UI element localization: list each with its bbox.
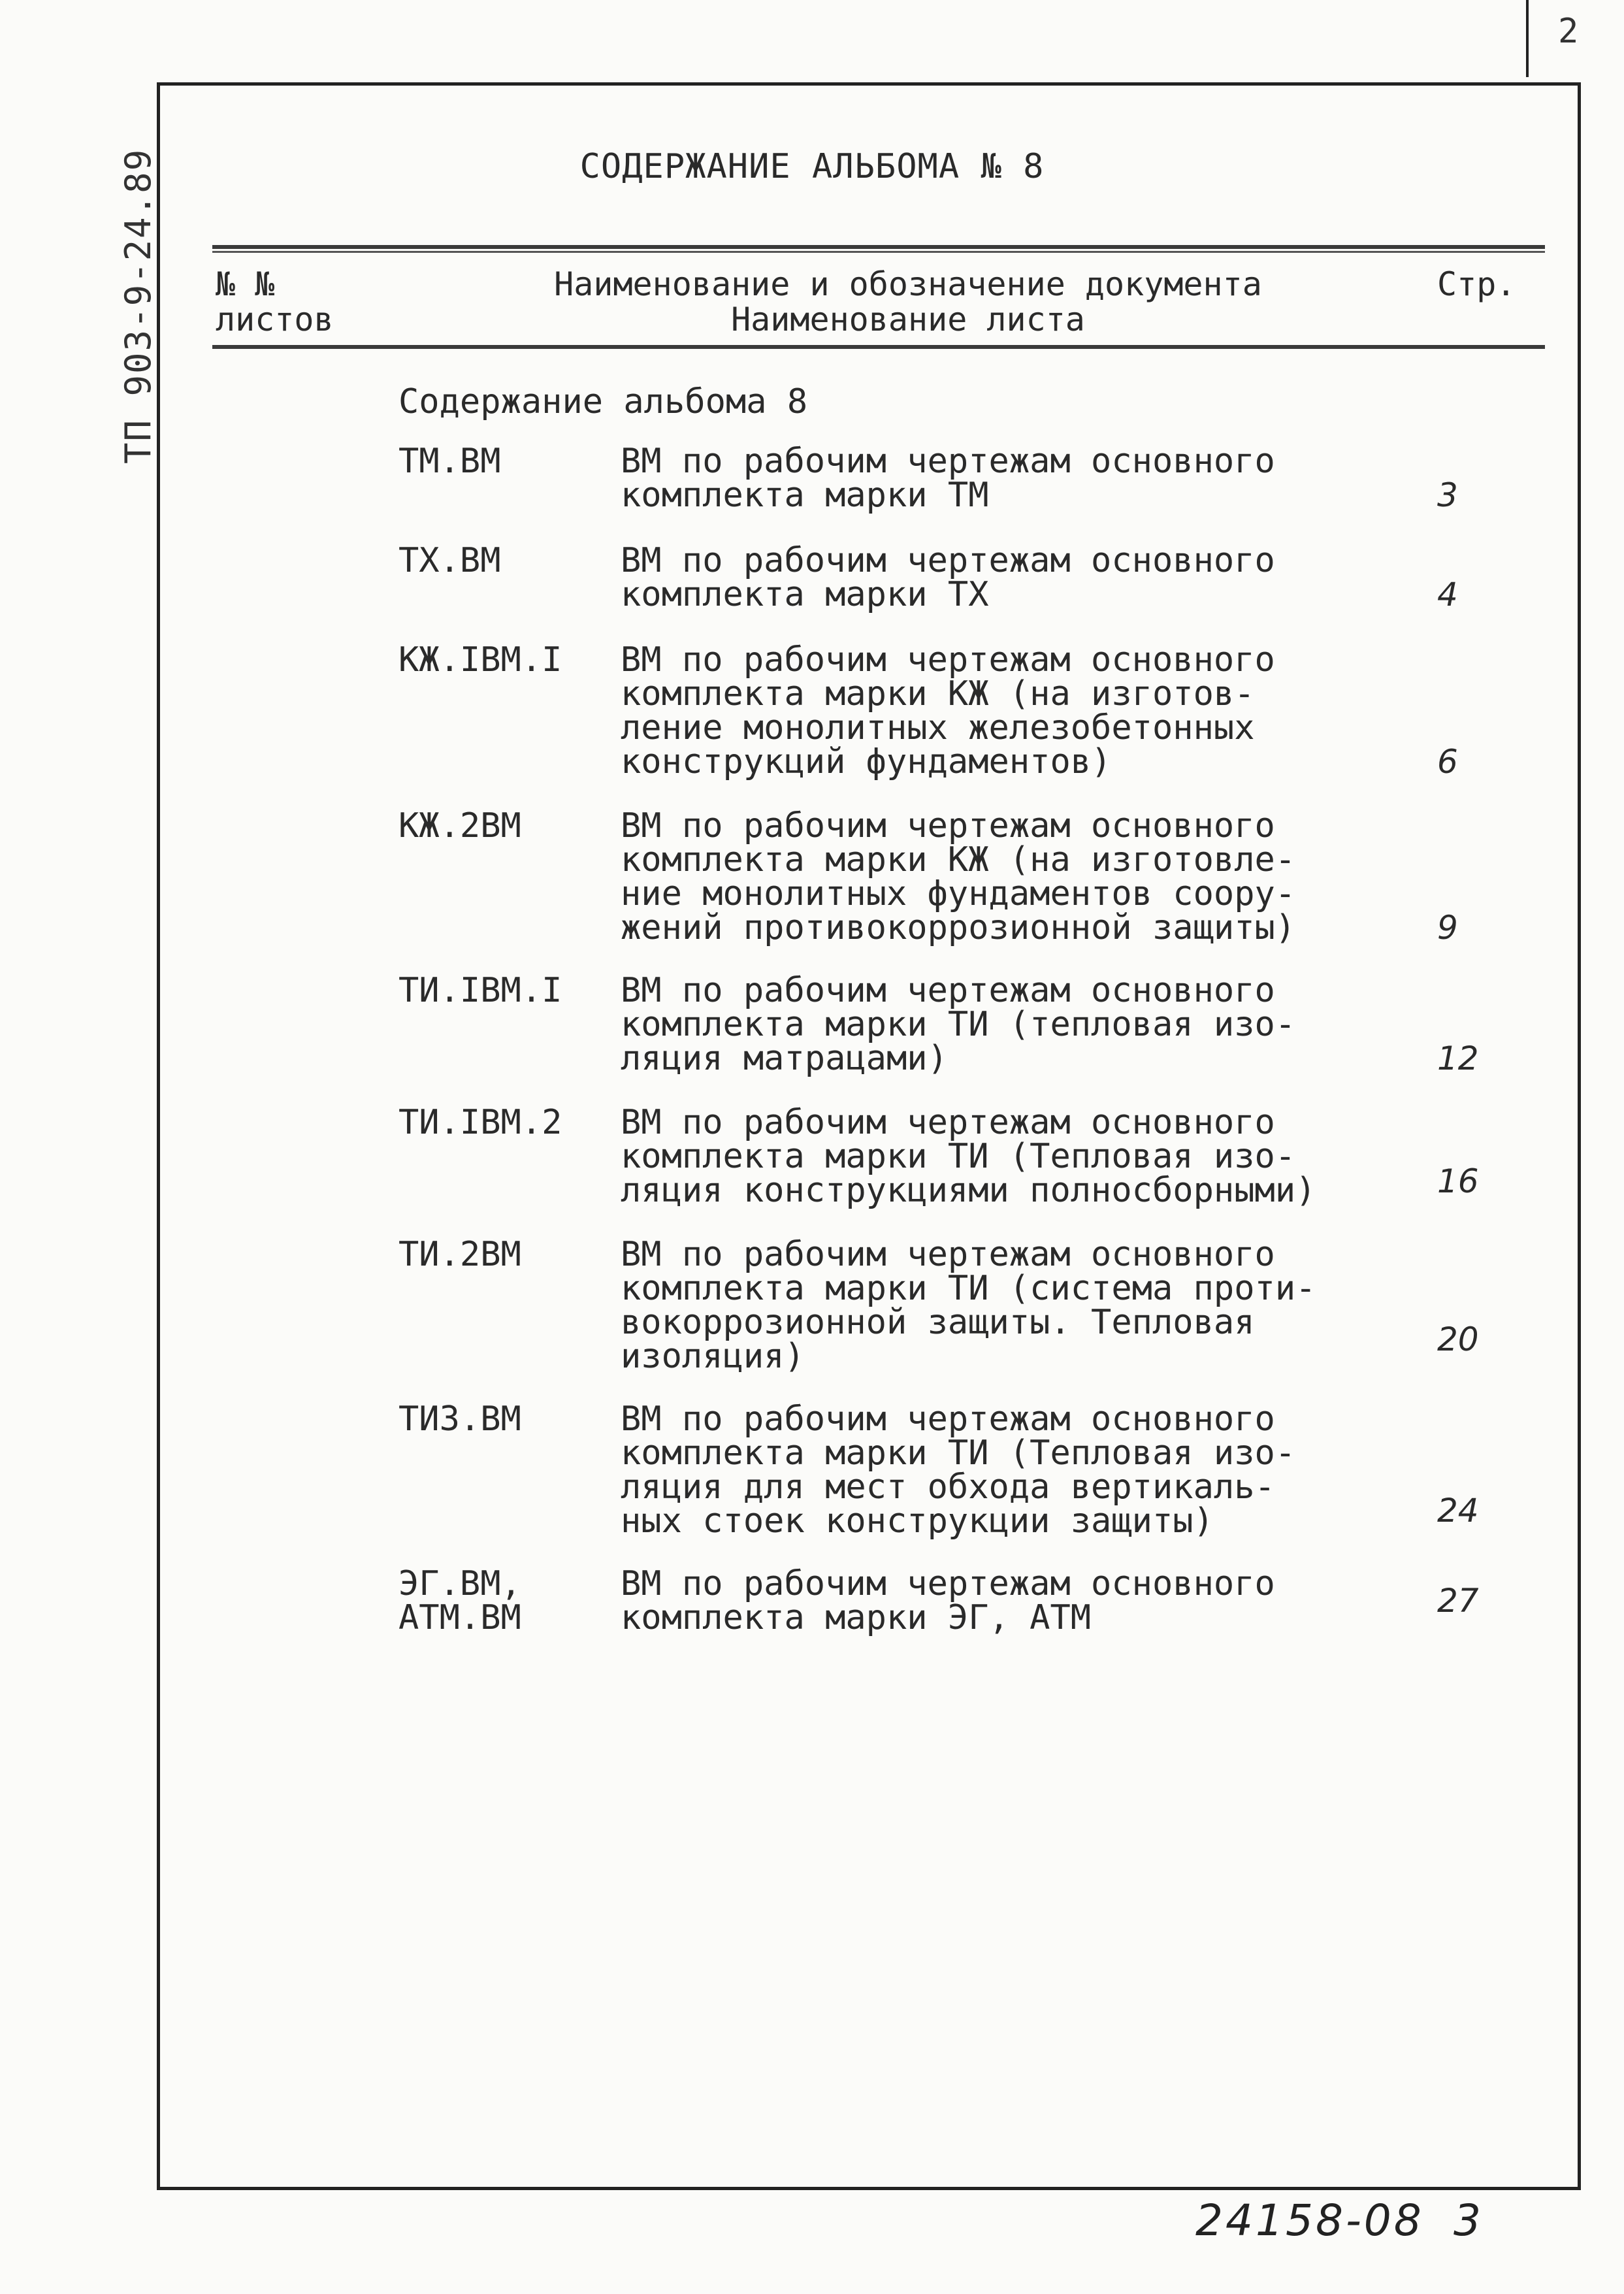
- entry-page: 20: [1437, 1320, 1479, 1358]
- entry-code: ТИ.IВМ.I: [398, 971, 562, 1010]
- entry-page: 24: [1437, 1492, 1479, 1530]
- header-top-rule-inner: [212, 251, 1545, 253]
- page-number: 2: [1558, 12, 1579, 51]
- entry-code: ТМ.ВМ: [398, 442, 501, 481]
- header-sheet-number-line1: № №: [216, 265, 275, 303]
- archive-stamp: 24158-08: [1195, 2195, 1424, 2246]
- entry-page: 4: [1437, 576, 1458, 614]
- entry-page: 6: [1437, 743, 1458, 781]
- entry-text: ВМ по рабочим чертежам основного комплекта марки ТИ (система проти- вокоррозионной защиты. Тепловая изоляция): [621, 1235, 1316, 1376]
- side-document-code: ТП 903-9-24.89: [118, 148, 159, 464]
- entry-text: ВМ по рабочим чертежам основного комплекта марки ТХ: [621, 541, 1275, 614]
- entry-text: ВМ по рабочим чертежам основного комплекта марки КЖ (на изготов- ление монолитных железобетонных конструкций фундаментов): [621, 640, 1275, 781]
- entry-text: ВМ по рабочим чертежам основного комплекта марки ТИ (тепловая изо- ляция матрацами): [621, 971, 1296, 1078]
- entry-text: ВМ по рабочим чертежам основного комплекта марки КЖ (на изготовле- ние монолитных фундаментов соору- жений противокоррозионной защиты): [621, 806, 1296, 947]
- header-sheet-number-line2: листов: [216, 301, 334, 338]
- entry-code: ТХ.ВМ: [398, 541, 501, 580]
- contents-intro: Содержание альбома 8: [398, 382, 808, 421]
- entry-page: 3: [1437, 476, 1458, 514]
- entry-text: ВМ по рабочим чертежам основного комплекта марки ЭГ, АТМ: [621, 1564, 1275, 1637]
- entry-code: ТИ.2ВМ: [398, 1235, 521, 1274]
- entry-code: КЖ.IВМ.I: [398, 640, 562, 680]
- corner-tick-line: [1526, 0, 1529, 77]
- header-document-name: [483, 267, 1333, 337]
- entry-code: ТИЗ.ВМ: [398, 1400, 521, 1439]
- entry-page: 27: [1437, 1582, 1479, 1620]
- entry-page: 16: [1437, 1162, 1479, 1200]
- page-title: СОДЕРЖАНИЕ АЛЬБОМА № 8: [579, 147, 1045, 186]
- archive-stamp-page: 3: [1453, 2195, 1481, 2246]
- header-sheet-number: [216, 267, 334, 337]
- entry-text: ВМ по рабочим чертежам основного комплекта марки ТИ (Тепловая изо- ляция конструкциями полносборными): [621, 1103, 1316, 1210]
- header-document-name-line2: Наименование листа: [731, 301, 1085, 338]
- entry-page: 9: [1437, 909, 1458, 947]
- entry-page: 12: [1437, 1040, 1479, 1077]
- header-bottom-rule: [212, 345, 1545, 349]
- header-document-name-line1: Наименование и обозначение документа: [554, 265, 1262, 303]
- entry-code: КЖ.2ВМ: [398, 806, 521, 845]
- entry-text: ВМ по рабочим чертежам основного комплекта марки ТМ: [621, 442, 1275, 515]
- header-top-rule: [212, 245, 1545, 249]
- entry-code: ЭГ.ВМ, АТМ.ВМ: [398, 1564, 521, 1637]
- entry-text: ВМ по рабочим чертежам основного комплекта марки ТИ (Тепловая изо- ляция для мест обхода вертикаль- ных стоек конструкции защиты): [621, 1400, 1296, 1541]
- header-page: Стр.: [1437, 265, 1516, 303]
- entry-code: ТИ.IВМ.2: [398, 1103, 562, 1142]
